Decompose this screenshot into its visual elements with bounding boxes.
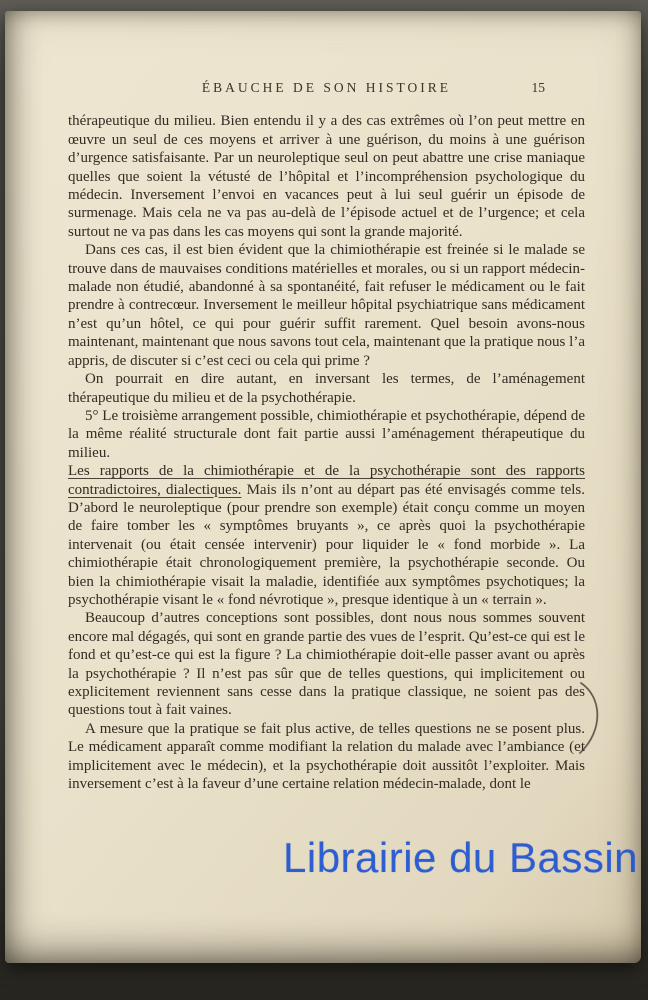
- handwritten-parenthesis-icon: [576, 680, 608, 756]
- paragraph-5-rest: Mais ils n’ont au départ pas été envisagés comme tels. D’abord le neuroleptique (pour prendre son exemple) était conçu comme un moyen de faire tomber les « symptômes bruyants », ce après quoi la psychothérapie intervenait (ou était censée intervenir) pour liquider le « fond morbide ». La chimiothérapie était chronologiquement première, la psychothérapie seconde. Ou bien la chimiothérapie visait la maladie, identifiée aux symptômes psychotiques; la psychothérapie visant le « fond névrotique », presque identique à un « terrain ».: [68, 481, 585, 608]
- paragraph-1: thérapeutique du milieu. Bien entendu il y a des cas extrêmes où l’on peut mettre en œuvre un seul de ces moyens et arriver à une guérison, du moins à une guérison d’urgence satisfaisante. Par un neuroleptique seul on peut abattre une crise maniaque quelles que soient la vétusté de l’hôpital et l’incompréhension psychologique du médecin. Inversement l’envoi en vacances peut à lui seul guérir un épisode de surmenage. Mais cela ne va pas au-delà de l’épisode actuel et de l’urgence; et cela surtout ne va pas dans les cas moyens qui sont la grande majorité.: [68, 113, 585, 240]
- paragraph-7: A mesure que la pratique se fait plus active, de telles questions ne se posent plus. Le médicament apparaît comme modifiant la relation du malade avec l’ambiance (et implicitement avec le médecin), et la psychothérapie doit aussitôt l’exploiter. Mais inversement c’est à la faveur d’une certaine relation médecin-malade, dont le: [68, 720, 585, 793]
- paragraph-5: [68, 462, 585, 609]
- book-page: [5, 11, 641, 963]
- paragraph-3: On pourrait en dire autant, en inversant les termes, de l’aménagement thérapeutique du milieu et de la psychothérapie.: [68, 371, 585, 406]
- paragraph-4: 5° Le troisième arrangement possible, chimiothérapie et psychothérapie, dépend de la même réalité structurale dont fait partie aussi l’aménagement thérapeutique du milieu.: [68, 407, 585, 461]
- paragraph-2: Dans ces cas, il est bien évident que la chimiothérapie est freinée si le malade se trouve dans de mauvaises conditions matérielles et morales, ou si un rapport médecin-malade non étudié, abandonné à sa spontanéité, fait refuser le médicament ou le fait prendre à contrecœur. Inversement le meilleur hôpital psychiatrique sans médicament n’est qu’un hôtel, ce qui pour guérir suffit rarement. Quel besoin avons-nous maintenant, maintenant que nous savons tout cela, maintenant que la pratique nous l’a appris, de discuter si c’est ceci ou cela qui prime ?: [68, 242, 585, 369]
- underlined-passage: Les rapports de la chimiothérapie et de la psychothérapie sont des rapports contradictoires, dialectiques.: [68, 463, 585, 498]
- page-number: 15: [531, 80, 545, 95]
- bookseller-watermark: Librairie du Bassin: [283, 834, 639, 881]
- running-header: [68, 79, 585, 97]
- paragraph-6: Beaucoup d’autres conceptions sont possibles, dont nous nous sommes souvent encore mal dégagés, qui sont en grande partie des vues de l’esprit. Qu’est-ce qui est le fond et qu’est-ce qui est la figure ? La chimiothérapie doit-elle passer avant ou après la psychothérapie ? Il n’est pas sûr que de telles questions, qui implicitement ou explicitement reviennent sans cesse dans la pratique classique, ne soient pas des questions tout à fait vaines.: [68, 610, 585, 719]
- page-content: [68, 79, 585, 793]
- running-title: ÉBAUCHE DE SON HISTOIRE: [201, 80, 452, 95]
